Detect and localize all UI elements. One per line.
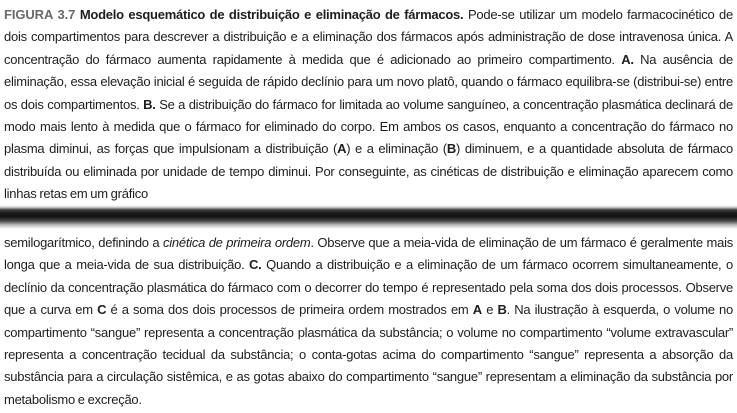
figure-label: FIGURA 3.7 bbox=[4, 7, 76, 22]
figure-title: Modelo esquemático de distribuição e eliminação de fármacos. bbox=[79, 7, 464, 22]
caption-text: é a soma dos dois processos de primeira ordem mostrados em bbox=[106, 302, 473, 318]
caption-text: Pode-se utilizar um modelo farmacocinético de dois compartimentos para descrever a distribuição e a eliminação dos fármacos após administração de dose intravenosa única. A concentração do fármaco aumenta rapidamente à medida que é adicionado ao primeiro compartimento. bbox=[4, 7, 734, 67]
panel-label-a: A. bbox=[621, 51, 634, 67]
caption-text: semilogarítmico, definindo a bbox=[4, 235, 163, 250]
panel-label-c: C. bbox=[249, 257, 262, 273]
caption-text: Na ausência de eliminação, essa elevação inicial é seguida de rápido declínio para um novo platô, quando o fármaco equilibra-se (distribui-se) entre os dois compartimentos. bbox=[4, 51, 733, 112]
panel-ref-a: A bbox=[472, 302, 482, 318]
caption-text: Se a distribuição do fármaco for limitada ao volume sanguíneo, a concentração plasmática declinará de modo mais lento à medida que o fármaco for eliminado do corpo. Em ambos os casos, enquanto a concentração do fármaco no plasma diminui, as forças que impulsionam a distribuição ( bbox=[4, 96, 733, 157]
caption-top-section bbox=[0, 4, 737, 204]
panel-ref-b: B bbox=[497, 302, 507, 318]
caption-text: ) diminuem, e a quantidade absoluta de fármaco distribuída ou eliminada por unidade de tempo diminui. Por conseguinte, as cinéticas de distribuição e eliminação aparecem como linhas retas em um gráfico bbox=[4, 141, 733, 202]
caption-text: Quando a distribuição e a eliminação de um fármaco ocorrem simultaneamente, o declínio da concentração plasmática do fármaco com o decorrer do tempo é representado pela soma dos dois processos. Observe que a curva em bbox=[4, 257, 733, 318]
caption-text: . Observe que a meia-vida de eliminação de um fármaco é geralmente mais longa que a meia-vida de sua distribuição. bbox=[4, 235, 733, 273]
panel-ref-a: A bbox=[337, 141, 347, 157]
caption-bottom-section bbox=[0, 232, 737, 413]
page-break-divider bbox=[0, 205, 737, 229]
panel-label-b: B. bbox=[143, 96, 156, 112]
italic-term: cinética de primeira ordem bbox=[163, 235, 311, 250]
panel-ref-b: B bbox=[446, 141, 457, 157]
caption-text: ) e a eliminação ( bbox=[346, 141, 447, 157]
panel-ref-c: C bbox=[97, 302, 107, 318]
caption-text: . Na ilustração à esquerda, o volume no compartimento “sangue” representa a concentração plasmática da substância; o volume no compartimento “volume extravascular” representa a concentração tecidual da substância; o conta-gotas acima do compartimento “sangue” representa a absorção da substância para a circulação sistêmica, e as gotas abaixo do compartimento “sangue” representam a eliminação da substância por metabolismo e excreção. bbox=[4, 302, 733, 407]
caption-paragraph-bottom bbox=[4, 232, 733, 411]
caption-text: e bbox=[481, 302, 498, 318]
caption-paragraph-top bbox=[4, 4, 733, 206]
